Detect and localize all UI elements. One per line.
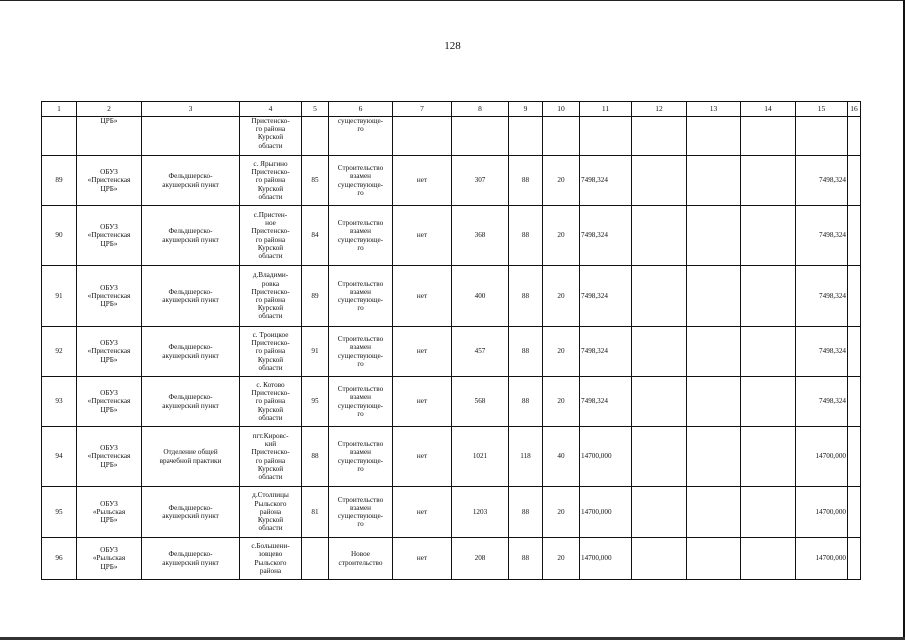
column-header: 8 [452,102,509,117]
table-cell-col-12 [632,538,687,580]
table-cell-col-16 [848,206,861,266]
table-cell-col-1 [42,266,77,327]
table-cell-col-12 [632,156,687,206]
column-header: 6 [329,102,393,117]
table-cell-col-15 [796,327,848,377]
table-cell-col-12 [632,377,687,427]
cell-text: ОБУЗ «Рыльская ЦРБ» [92,499,126,525]
cell-text: с. Котово Пристенско- го района Курской области [251,380,290,422]
cell-text: 40 [557,452,565,461]
table-cell-col-8 [452,206,509,266]
table-cell-col-12 [632,117,687,156]
cell-text: 7498,324 [581,347,608,356]
table-cell-col-3 [142,117,240,156]
table-cell-col-7 [393,377,452,427]
table-cell-col-10 [543,156,580,206]
cell-text: 95 [55,507,63,516]
table-cell-col-14 [741,266,796,327]
cell-text: 20 [557,347,565,356]
cell-text: 88 [521,291,530,300]
page-number: 128 [444,40,461,52]
table-cell-col-9 [509,538,543,580]
cell-text: 88 [521,554,530,563]
table-cell-col-16 [848,327,861,377]
cell-text: 7498,324 [819,397,846,406]
table-cell-col-6 [329,487,393,538]
table-cell-col-14 [741,156,796,206]
cell-text: 7498,324 [819,231,846,240]
cell-text: 81 [311,507,319,516]
cell-text: 94 [55,452,63,461]
table-cell-col-6 [329,538,393,580]
table-cell-col-12 [632,266,687,327]
table-cell-col-2 [77,427,142,487]
table-cell-col-10 [543,538,580,580]
cell-text: 95 [311,397,319,406]
table-row [42,487,861,538]
table-cell-col-15 [796,206,848,266]
cell-text: Строительство взамен существующе- го [337,164,384,197]
cell-text: 89 [55,176,63,185]
table-cell-col-14 [741,427,796,487]
column-header: 12 [632,102,687,117]
table-cell-col-15 [796,266,848,327]
table-cell-col-1 [42,538,77,580]
cell-text: Фельдшерско- акушерский пункт [162,287,219,304]
table-cell-col-2 [77,206,142,266]
cell-text: 20 [557,397,565,406]
column-header: 15 [796,102,848,117]
table-cell-col-7 [393,487,452,538]
table-cell-col-4 [240,206,302,266]
table-cell-col-9 [509,117,543,156]
cell-text: 88 [521,176,530,185]
table-cell-col-8 [452,156,509,206]
cell-text: нет [416,291,428,300]
cell-text: пгт.Кировс- кий Пристенско- го района Курской области [251,431,290,481]
cell-text: нет [416,507,428,516]
cell-text: 7498,324 [581,397,608,406]
cell-text: Фельдшерско- акушерский пункт [162,172,219,189]
cell-text: 84 [311,231,319,240]
table-cell-col-1 [42,117,77,156]
column-header: 14 [741,102,796,117]
cell-text: 20 [557,554,565,563]
table-cell-col-6 [329,266,393,327]
table-cell-col-11 [580,538,632,580]
table-cell-col-9 [509,377,543,427]
table-cell-col-15 [796,487,848,538]
table-cell-col-8 [452,377,509,427]
table-cell-col-4 [240,266,302,327]
cell-text: ОБУЗ «Пристенская ЦРБ» [87,168,131,193]
scan-edge-top [0,0,903,1]
cell-text: с.Пристен- ное Пристенско- го района Курской области [251,210,290,260]
cell-text: 14700,000 [815,452,846,461]
table-cell-col-12 [632,487,687,538]
cell-text: Пристенско- го района Курской области [251,117,290,150]
table-cell-col-6 [329,117,393,156]
cell-text: 88 [521,347,530,356]
table-row [42,206,861,266]
table-cell-col-9 [509,266,543,327]
table-cell-col-7 [393,327,452,377]
table-cell-col-4 [240,377,302,427]
table-cell-col-16 [848,538,861,580]
column-header: 2 [77,102,142,117]
column-header: 7 [393,102,452,117]
table-cell-col-9 [509,156,543,206]
table-cell-col-3 [142,156,240,206]
cell-text: Строительство взамен существующе- го [337,279,384,313]
cell-text: 20 [557,291,565,300]
table-row [42,377,861,427]
column-header: 10 [543,102,580,117]
table-cell-col-4 [240,487,302,538]
table-cell-col-14 [741,377,796,427]
table-cell-col-7 [393,206,452,266]
table-cell-col-10 [543,327,580,377]
cell-text: Фельдшерско- акушерский пункт [162,227,219,244]
cell-text: 14700,000 [815,554,846,563]
cell-text: 457 [474,347,486,356]
cell-text: 88 [521,397,530,406]
table-row [42,427,861,487]
cell-text: Новое строительство [338,550,383,567]
cell-text: 7498,324 [819,347,846,356]
table-cell-col-9 [509,427,543,487]
cell-text: Строительство взамен существующе- го [337,495,384,529]
table-cell-col-4 [240,156,302,206]
table-cell-col-11 [580,327,632,377]
cell-text: д.Столпицы Рыльского района Курской области [252,491,289,533]
table-cell-col-12 [632,206,687,266]
cell-text: 368 [474,231,486,240]
cell-text: с. Ярыгино Пристенско- го района Курской области [251,159,290,201]
cell-text: ОБУЗ «Пристенская ЦРБ» [87,444,131,469]
cell-text: 1203 [472,507,488,516]
table-cell-col-15 [796,427,848,487]
cell-text: Строительство взамен существующе- го [337,335,384,368]
table-cell-col-16 [848,427,861,487]
table-cell-col-13 [687,538,741,580]
table-cell-col-2 [77,377,142,427]
table-cell-col-1 [42,206,77,266]
table-cell-col-14 [741,206,796,266]
table-cell-col-2 [77,266,142,327]
table-cell-col-5 [302,377,329,427]
table-cell-col-1 [42,327,77,377]
table-cell-col-15 [796,117,848,156]
column-header: 1 [42,102,77,117]
cell-text: 208 [474,554,486,563]
table-cell-col-10 [543,487,580,538]
table-cell-col-14 [741,538,796,580]
table-row [42,266,861,327]
cell-text: 14700,000 [815,507,846,516]
table-cell-col-5 [302,266,329,327]
table-cell-col-10 [543,206,580,266]
column-header: 5 [302,102,329,117]
table-cell-col-11 [580,427,632,487]
table-cell-col-5 [302,538,329,580]
table-row [42,117,861,156]
column-header: 11 [580,102,632,117]
table-cell-col-14 [741,327,796,377]
cell-text: Фельдшерско- акушерский пункт [162,503,219,520]
cell-text: 88 [521,507,530,516]
table-cell-col-5 [302,427,329,487]
cell-text: 90 [55,231,63,240]
cell-text: ОБУЗ «Пристенская ЦРБ» [87,283,131,309]
column-header: 16 [848,102,861,117]
table-cell-col-13 [687,266,741,327]
table-cell-col-3 [142,538,240,580]
cell-text: 93 [55,397,63,406]
cell-text: 91 [55,291,63,300]
table-cell-col-2 [77,117,142,156]
table-cell-col-5 [302,206,329,266]
cell-text: 92 [55,347,63,356]
cell-text: 7498,324 [581,291,608,300]
table-cell-col-1 [42,487,77,538]
table-cell-col-11 [580,266,632,327]
table-cell-col-13 [687,117,741,156]
table-cell-col-11 [580,377,632,427]
table-cell-col-10 [543,266,580,327]
table-cell-col-15 [796,538,848,580]
table-cell-col-12 [632,427,687,487]
table-cell-col-12 [632,327,687,377]
cell-text: нет [416,397,428,406]
table-cell-col-6 [329,206,393,266]
table-cell-col-11 [580,117,632,156]
table-header-row [42,102,861,117]
cell-text: 7498,324 [581,176,608,185]
table-cell-col-11 [580,156,632,206]
cell-text: нет [416,176,428,185]
cell-text: 91 [311,347,319,356]
cell-text: ОБУЗ «Пристенская ЦРБ» [87,339,131,364]
cell-text: Фельдшерско- акушерский пункт [162,393,219,410]
cell-text: нет [416,231,428,240]
table-cell-col-16 [848,156,861,206]
cell-text: 88 [521,231,530,240]
table-row [42,327,861,377]
table-cell-col-3 [142,266,240,327]
cell-text: нет [416,554,428,563]
cell-text: Строительство взамен существующе- го [337,219,384,252]
cell-text: с.Большени- зовцево Рыльского района [251,542,290,575]
table-cell-col-3 [142,487,240,538]
table-cell-col-8 [452,117,509,156]
table-cell-col-4 [240,117,302,156]
table-cell-col-10 [543,117,580,156]
table-cell-col-5 [302,117,329,156]
table-cell-col-8 [452,327,509,377]
table-cell-col-13 [687,427,741,487]
table-cell-col-15 [796,377,848,427]
table-cell-col-5 [302,487,329,538]
cell-text: 7498,324 [819,176,846,185]
table-cell-col-3 [142,427,240,487]
cell-text: 14700,000 [581,507,612,516]
table-cell-col-1 [42,427,77,487]
table-cell-col-4 [240,427,302,487]
table-cell-col-13 [687,377,741,427]
table-cell-col-15 [796,156,848,206]
table-cell-col-3 [142,377,240,427]
table-cell-col-5 [302,327,329,377]
cell-text: ОБУЗ «Пристенская ЦРБ» [87,223,131,248]
table-cell-col-5 [302,156,329,206]
cell-text: 568 [474,397,486,406]
cell-text: 1021 [472,452,488,461]
cell-text: 14700,000 [581,452,612,461]
column-header: 13 [687,102,741,117]
table-cell-col-6 [329,427,393,487]
table-cell-col-13 [687,206,741,266]
table-cell-col-11 [580,487,632,538]
table-cell-col-4 [240,538,302,580]
table-cell-col-2 [77,156,142,206]
table-cell-col-11 [580,206,632,266]
table-cell-col-6 [329,377,393,427]
table-cell-col-10 [543,427,580,487]
table-cell-col-13 [687,156,741,206]
cell-text: 118 [520,452,531,461]
cell-text: 14700,000 [581,554,612,563]
cell-text: Строительство взамен существующе- го [337,440,384,473]
cell-text: с. Троицкое Пристенско- го района Курской области [251,330,290,372]
cell-text: д.Владими- ровка Пристенско- го района Курской области [251,271,290,321]
cell-text: ЦРБ» [100,117,118,125]
table-cell-col-13 [687,327,741,377]
table-row [42,538,861,580]
table-cell-col-14 [741,487,796,538]
facilities-table [41,101,861,580]
cell-text: ОБУЗ «Рыльская ЦРБ» [92,546,126,571]
table-cell-col-8 [452,487,509,538]
cell-text: нет [416,347,428,356]
table-cell-col-8 [452,538,509,580]
cell-text: нет [416,452,428,461]
table-cell-col-9 [509,327,543,377]
table-cell-col-7 [393,266,452,327]
table-cell-col-16 [848,487,861,538]
cell-text: 400 [474,291,486,300]
cell-text: 96 [55,554,63,563]
cell-text: 20 [557,507,565,516]
column-header: 3 [142,102,240,117]
cell-text: 85 [311,176,319,185]
cell-text: 307 [474,176,486,185]
table-cell-col-10 [543,377,580,427]
table-cell-col-1 [42,377,77,427]
table-cell-col-2 [77,327,142,377]
table-cell-col-6 [329,327,393,377]
table-cell-col-16 [848,266,861,327]
cell-text: ОБУЗ «Пристенская ЦРБ» [87,389,131,414]
table-cell-col-1 [42,156,77,206]
column-header: 9 [509,102,543,117]
table-cell-col-13 [687,487,741,538]
table-cell-col-8 [452,266,509,327]
cell-text: 7498,324 [819,291,846,300]
table-cell-col-2 [77,538,142,580]
table-cell-col-16 [848,117,861,156]
column-header: 4 [240,102,302,117]
table-cell-col-3 [142,206,240,266]
cell-text: Фельдшерско- акушерский пункт [162,343,219,360]
table-cell-col-9 [509,206,543,266]
cell-text: 20 [557,176,565,185]
table-cell-col-7 [393,427,452,487]
table-cell-col-6 [329,156,393,206]
cell-text: 89 [311,291,319,300]
table-cell-col-7 [393,117,452,156]
cell-text: 7498,324 [581,231,608,240]
table-cell-col-3 [142,327,240,377]
cell-text: 88 [311,452,319,461]
table-cell-col-14 [741,117,796,156]
table-cell-col-8 [452,427,509,487]
table-cell-col-2 [77,487,142,538]
cell-text: Строительство взамен существующе- го [337,385,384,418]
table-cell-col-7 [393,156,452,206]
table-cell-col-7 [393,538,452,580]
cell-text: 20 [557,231,565,240]
cell-text: Фельдшерско- акушерский пункт [162,550,219,567]
table-row [42,156,861,206]
cell-text: существующе- го [337,117,384,134]
table-cell-col-9 [509,487,543,538]
cell-text: Отделение общей врачебной практики [159,448,222,465]
table-cell-col-4 [240,327,302,377]
table-cell-col-16 [848,377,861,427]
